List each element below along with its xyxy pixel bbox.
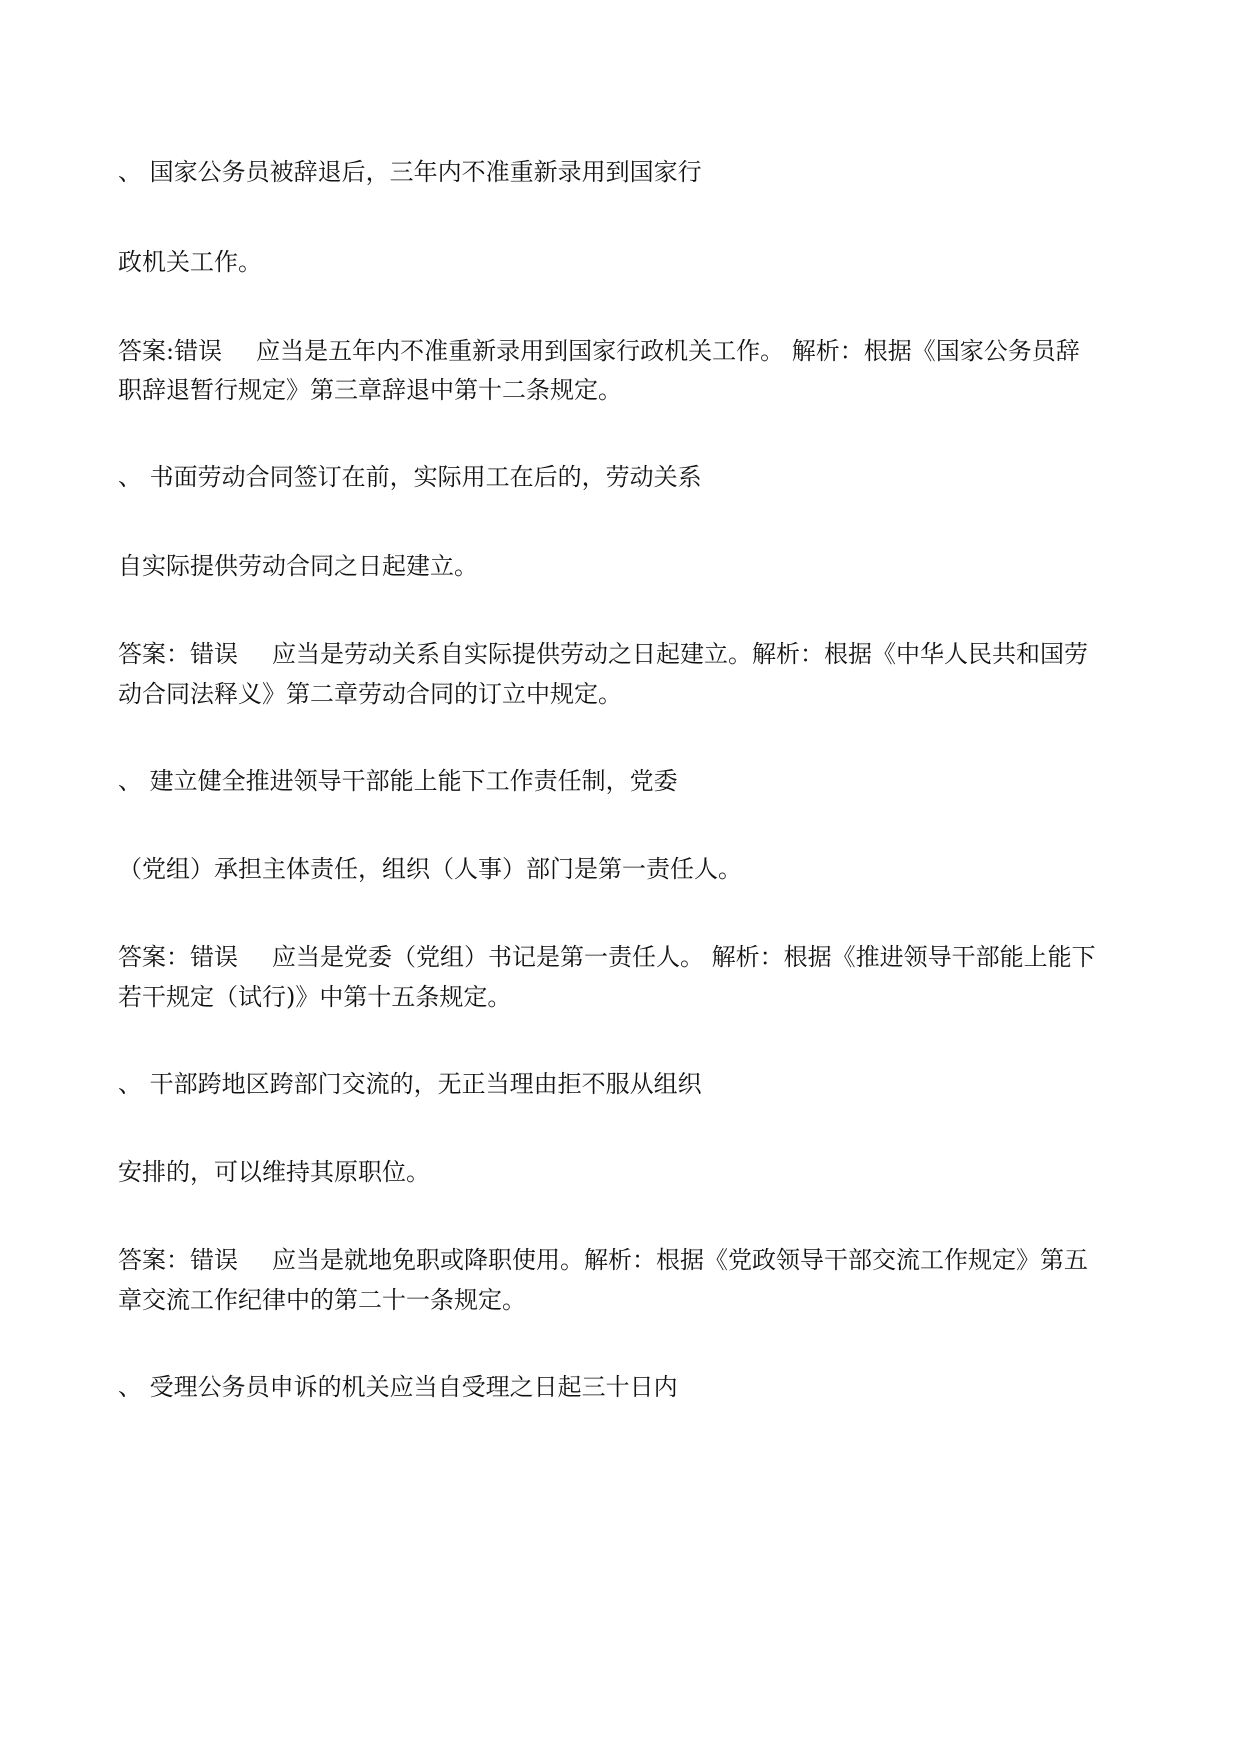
question-1-line-2: 政机关工作。 [118, 248, 262, 276]
question-4-line-1: 、 干部跨地区跨部门交流的，无正当理由拒不服从组织 [118, 1070, 702, 1098]
question-2-line-2: 自实际提供劳动合同之日起建立。 [118, 552, 478, 580]
answer-4-label: 答案：错误 [118, 1246, 238, 1274]
answer-3-line-1 [118, 941, 1128, 973]
answer-4-line-1 [118, 1244, 1128, 1276]
answer-1-line-1 [118, 335, 1128, 367]
answer-3-text: 应当是党委（党组）书记是第一责任人。 解析：根据《推进领导干部能上能下 [272, 943, 1096, 971]
answer-1-label: 答案:错误 [118, 337, 223, 365]
question-3-line-2: （党组）承担主体责任，组织（人事）部门是第一责任人。 [118, 855, 742, 883]
question-3-line-1: 、 建立健全推进领导干部能上能下工作责任制，党委 [118, 767, 678, 795]
question-4-line-2: 安排的，可以维持其原职位。 [118, 1158, 430, 1186]
answer-2-line-2: 动合同法释义》第二章劳动合同的订立中规定。 [118, 680, 622, 708]
answer-2-line-1 [118, 638, 1128, 670]
answer-1-text: 应当是五年内不准重新录用到国家行政机关工作。 解析：根据《国家公务员辞 [256, 337, 1080, 365]
answer-2-label: 答案：错误 [118, 640, 238, 668]
answer-1-line-2: 职辞退暂行规定》第三章辞退中第十二条规定。 [118, 376, 622, 404]
question-5-line-1: 、 受理公务员申诉的机关应当自受理之日起三十日内 [118, 1373, 678, 1401]
answer-2-text: 应当是劳动关系自实际提供劳动之日起建立。解析：根据《中华人民共和国劳 [272, 640, 1088, 668]
question-2-line-1: 、 书面劳动合同签订在前，实际用工在后的，劳动关系 [118, 463, 702, 491]
question-1-line-1: 、 国家公务员被辞退后，三年内不准重新录用到国家行 [118, 158, 702, 186]
answer-4-line-2: 章交流工作纪律中的第二十一条规定。 [118, 1286, 526, 1314]
answer-4-text: 应当是就地免职或降职使用。解析：根据《党政领导干部交流工作规定》第五 [272, 1246, 1088, 1274]
answer-3-line-2: 若干规定（试行)》中第十五条规定。 [118, 983, 512, 1011]
answer-3-label: 答案：错误 [118, 943, 238, 971]
